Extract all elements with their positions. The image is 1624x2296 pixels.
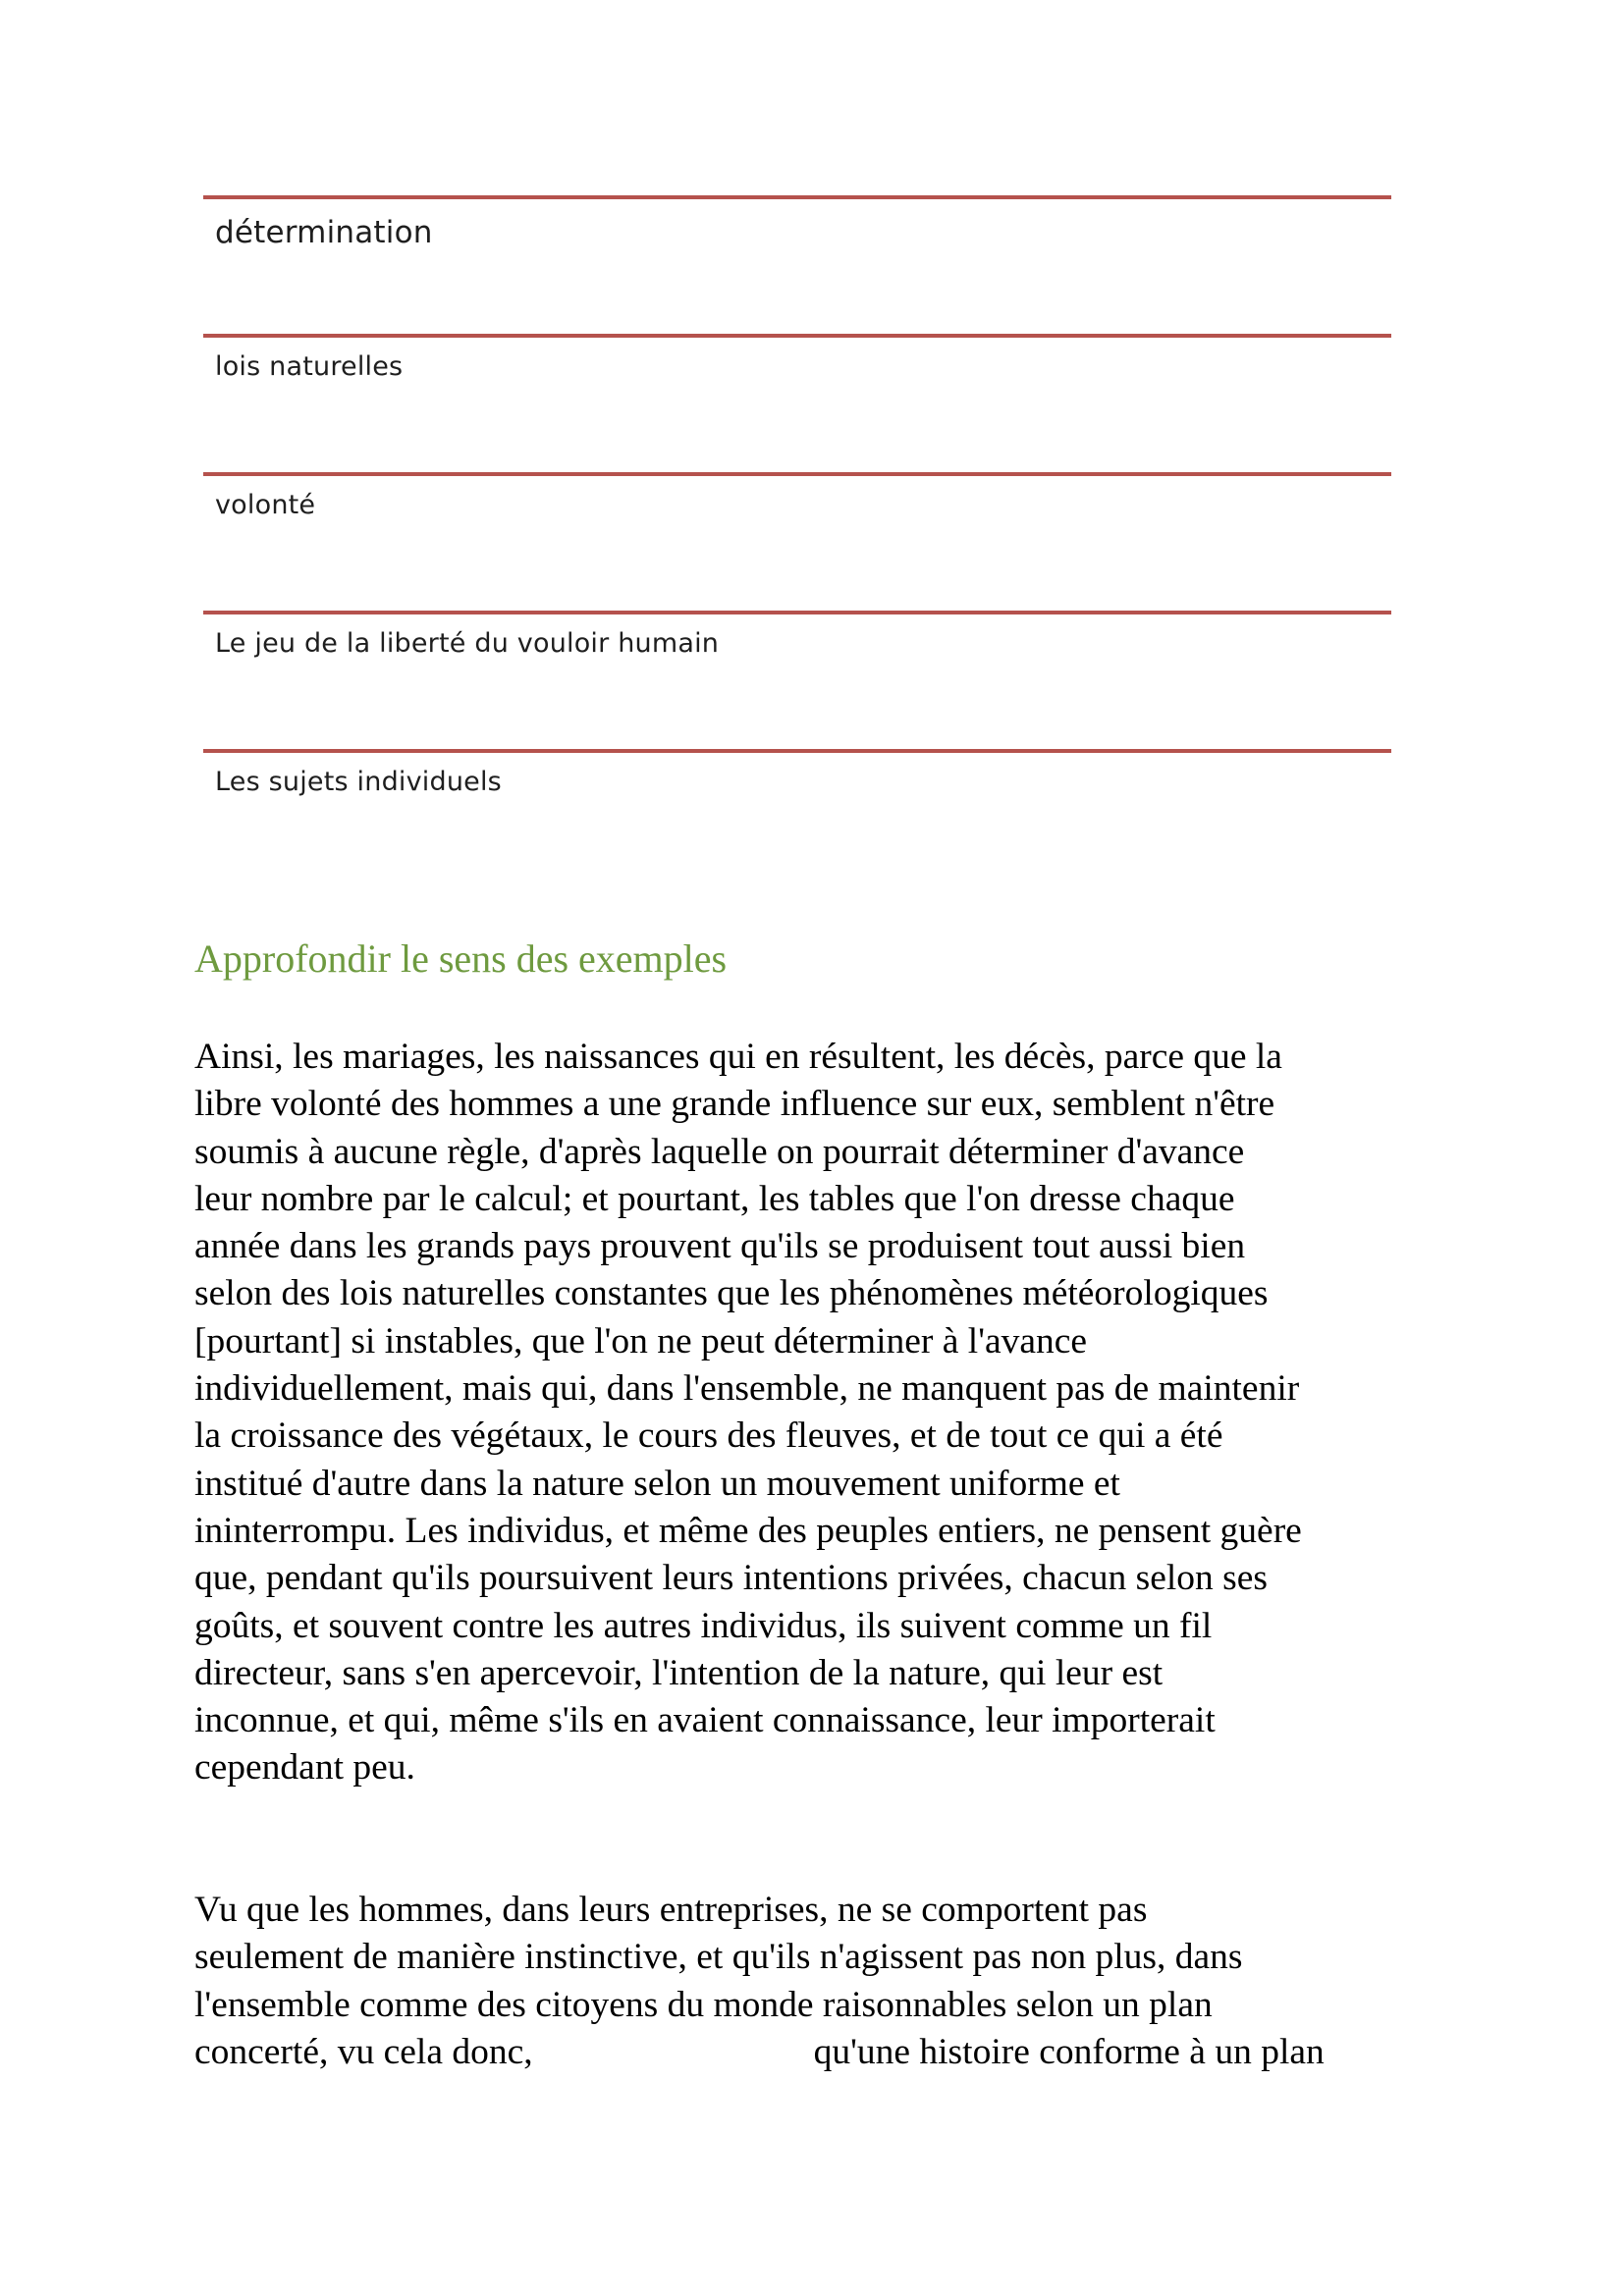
text-line: Ainsi, les mariages, les naissances qui en résultent, les décès, parce que la	[194, 1037, 1282, 1077]
text-line: [pourtant] si instables, que l'on ne peut déterminer à l'avance	[194, 1320, 1088, 1362]
field-label: Le jeu de la liberté du vouloir humain	[215, 628, 720, 659]
field-jeu-liberte[interactable]	[203, 611, 1391, 749]
text-line: libre volonté des hommes a une grande influence sur eux, semblent n'être	[194, 1084, 1275, 1125]
field-label: Les sujets individuels	[215, 767, 502, 797]
field-label: volonté	[215, 490, 316, 520]
paragraph-fill-in	[194, 1887, 1471, 2076]
text-line: année dans les grands pays prouvent qu'ils se produisent tout aussi bien	[194, 1226, 1246, 1267]
text-line: l'ensemble comme des citoyens du monde raisonnables selon un plan	[194, 1984, 1213, 2025]
field-label: détermination	[215, 215, 433, 250]
text-line: institué d'autre dans la nature selon un mouvement uniforme et	[194, 1463, 1120, 1504]
text-line: goûts, et souvent contre les autres individus, ils suivent comme un fil	[194, 1605, 1213, 1646]
field-sujets-individuels[interactable]	[203, 749, 1391, 887]
text-line: ininterrompu. Les individus, et même des peuples entiers, ne pensent guère	[194, 1510, 1302, 1551]
field-lois-naturelles[interactable]	[203, 334, 1391, 472]
text-line: seulement de manière instinctive, et qu'ils n'agissent pas non plus, dans	[194, 1937, 1243, 1978]
text-line: inconnue, et qui, même s'ils en avaient connaissance, leur importerait	[194, 1700, 1216, 1741]
text-line: que, pendant qu'ils poursuivent leurs intentions privées, chacun selon ses	[194, 1558, 1268, 1599]
text-after-blank: qu'une histoire conforme à un plan	[813, 2031, 1325, 2072]
text-before-blank: concerté, vu cela donc,	[194, 2031, 533, 2072]
field-determination[interactable]	[203, 195, 1391, 334]
text-line: soumis à aucune règle, d'après laquelle on pourrait déterminer d'avance	[194, 1131, 1245, 1172]
field-label: lois naturelles	[215, 351, 404, 382]
text-line: cependant peu.	[194, 1747, 415, 1789]
answer-fields	[203, 195, 1391, 887]
section-heading: Approfondir le sens des exemples	[194, 936, 728, 981]
text-line: la croissance des végétaux, le cours des fleuves, et de tout ce qui a été	[194, 1415, 1223, 1457]
text-line-with-blank	[194, 2029, 1471, 2076]
text-line: individuellement, mais qui, dans l'ensemble, ne manquent pas de maintenir	[194, 1368, 1300, 1410]
text-line: Vu que les hommes, dans leurs entreprises, ne se comportent pas	[194, 1890, 1148, 1930]
text-line: leur nombre par le calcul; et pourtant, les tables que l'on dresse chaque	[194, 1178, 1235, 1219]
text-line: selon des lois naturelles constantes que les phénomènes météorologiques	[194, 1273, 1269, 1314]
text-line: directeur, sans s'en apercevoir, l'intention de la nature, qui leur est	[194, 1652, 1164, 1693]
field-volonte[interactable]	[203, 472, 1391, 611]
paragraph-kant-quote	[194, 1034, 1471, 1792]
